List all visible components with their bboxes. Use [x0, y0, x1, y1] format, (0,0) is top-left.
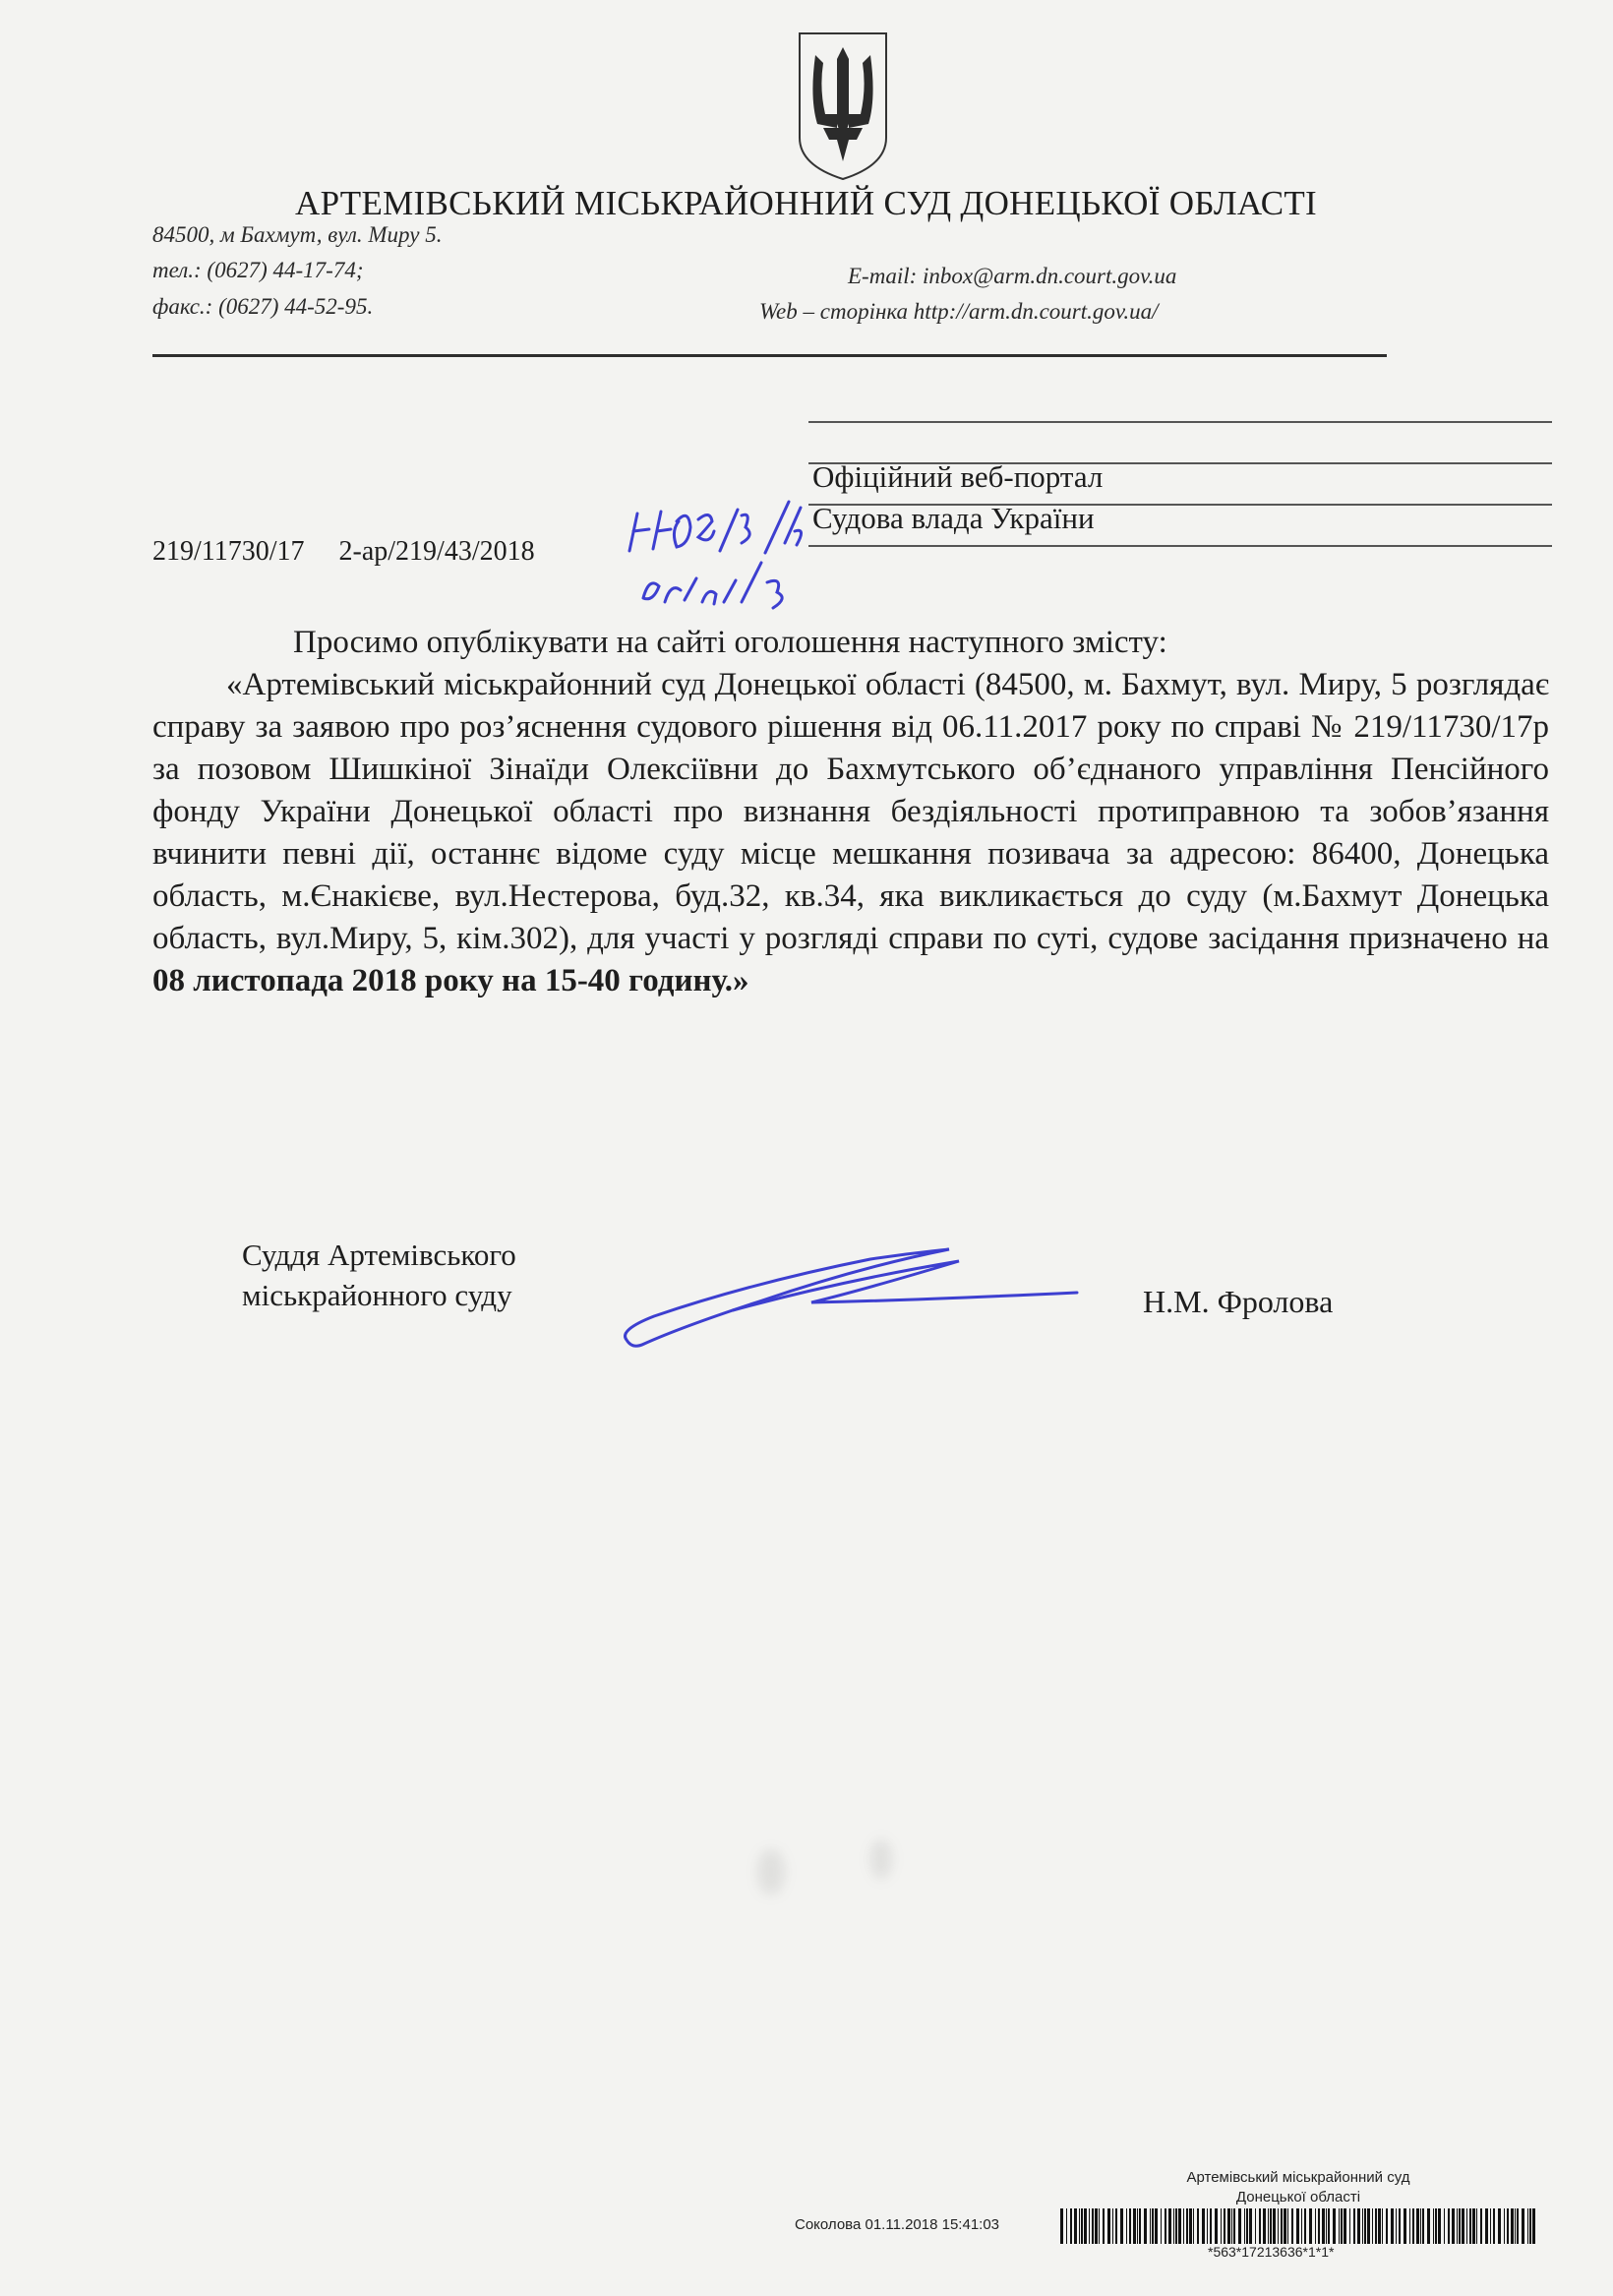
barcode-bar: [1120, 2208, 1123, 2244]
handwritten-registration-note: [620, 492, 816, 620]
barcode-bar: [1165, 2208, 1166, 2244]
barcode-bar: [1270, 2208, 1272, 2244]
court-website: Web – сторінка http://arm.dn.court.gov.ua/: [759, 299, 1159, 324]
addressee-line-2: Судова влада України: [812, 501, 1095, 535]
barcode-bar: [1309, 2208, 1312, 2244]
barcode-bar: [1462, 2208, 1464, 2244]
barcode-bar: [1357, 2208, 1360, 2244]
barcode-bar: [1107, 2208, 1110, 2244]
barcode-bar: [1081, 2208, 1083, 2244]
barcode-bar: [1326, 2208, 1327, 2244]
barcode-bar: [1273, 2208, 1276, 2244]
barcode-bar: [1444, 2208, 1445, 2244]
barcode-bar: [1183, 2208, 1184, 2244]
handwritten-signature: [615, 1241, 1087, 1355]
barcode-bar: [1126, 2208, 1127, 2244]
judge-title-line-1: Суддя Артемівського: [242, 1238, 516, 1272]
barcode-bar: [1139, 2208, 1141, 2244]
barcode-bar: [1367, 2208, 1370, 2244]
barcode-bar: [1129, 2208, 1131, 2244]
barcode-bar: [1339, 2208, 1340, 2244]
barcode-bar: [1304, 2208, 1306, 2244]
barcode-bar: [1349, 2208, 1350, 2244]
barcode-bar: [1259, 2208, 1261, 2244]
barcode-bar: [1133, 2208, 1136, 2244]
barcode-bar: [1476, 2208, 1477, 2244]
barcode-bar: [1412, 2208, 1414, 2244]
barcode-bar: [1504, 2208, 1505, 2244]
barcode-bar: [1095, 2208, 1098, 2244]
barcode-bar: [1066, 2208, 1067, 2244]
barcode-bar: [1210, 2208, 1212, 2244]
barcode-bar: [1532, 2208, 1535, 2244]
addressee-rule: [808, 545, 1552, 547]
barcode-bar: [1409, 2208, 1410, 2244]
judge-title-line-2: міськрайонного суду: [242, 1278, 512, 1312]
barcode-bar: [1137, 2208, 1138, 2244]
stamp-court-line-1: Артемівський міськрайонний суд: [1186, 2169, 1410, 2186]
barcode-bar: [1322, 2208, 1325, 2244]
barcode-bar: [1517, 2208, 1519, 2244]
barcode-bar: [1318, 2208, 1320, 2244]
barcode-bar: [1391, 2208, 1394, 2244]
barcode-bar: [1281, 2208, 1283, 2244]
barcode-bar: [1249, 2208, 1252, 2244]
barcode-bar: [1084, 2208, 1087, 2244]
barcode-bar: [1364, 2208, 1366, 2244]
barcode-bar: [1511, 2208, 1514, 2244]
barcode-bar: [1404, 2208, 1406, 2244]
barcode-bar: [1115, 2208, 1117, 2244]
barcode-bar: [1168, 2208, 1171, 2244]
court-fax: факс.: (0627) 44-52-95.: [152, 294, 374, 319]
case-numbers: 219/11730/17 2-ар/219/43/2018: [152, 536, 535, 567]
barcode-bar: [1074, 2208, 1077, 2244]
barcode-bar: [1333, 2208, 1336, 2244]
barcode-bar: [1173, 2208, 1174, 2244]
barcode-bar: [1263, 2208, 1266, 2244]
barcode-bar: [1238, 2208, 1241, 2244]
barcode-bar: [1193, 2208, 1194, 2244]
barcode-bar: [1378, 2208, 1381, 2244]
barcode-bar: [1070, 2208, 1072, 2244]
barcode-bar: [1457, 2208, 1458, 2244]
barcode-bar: [1315, 2208, 1316, 2244]
barcode-bar: [1344, 2208, 1346, 2244]
court-email: E-mail: inbox@arm.dn.court.gov.ua: [848, 264, 1177, 288]
barcode-bar: [1155, 2208, 1158, 2244]
barcode-bar: [1422, 2208, 1424, 2244]
barcode-bar: [1079, 2208, 1080, 2244]
barcode-bar: [1291, 2208, 1293, 2244]
barcode-bar: [1175, 2208, 1177, 2244]
barcode-bar: [1328, 2208, 1330, 2244]
hearing-date: 08 листопада 2018 року на 15-40 годину.»: [152, 963, 749, 998]
barcode-bar: [1341, 2208, 1343, 2244]
barcode-bar: [1060, 2208, 1063, 2244]
barcode-bar: [1150, 2208, 1151, 2244]
barcode-bar: [1416, 2208, 1419, 2244]
barcode-bar: [1507, 2208, 1509, 2244]
registration-stamp-registrar: Соколова 01.11.2018 15:41:03: [795, 2216, 1000, 2233]
barcode-bar: [1498, 2208, 1501, 2244]
barcode-bar: [1459, 2208, 1461, 2244]
barcode-bar: [1420, 2208, 1421, 2244]
barcode-bar: [1493, 2208, 1495, 2244]
barcode-bar: [1399, 2208, 1401, 2244]
barcode-bar: [1112, 2208, 1113, 2244]
barcode-bar: [1207, 2208, 1208, 2244]
header-divider: [152, 354, 1387, 357]
barcode-bar: [1244, 2208, 1245, 2244]
court-phone: тел.: (0627) 44-17-74;: [152, 258, 364, 282]
barcode-bar: [1438, 2208, 1441, 2244]
stamp-court-line-2: Донецької області: [1235, 2189, 1361, 2205]
barcode-bar: [1448, 2208, 1450, 2244]
barcode-bar: [1284, 2208, 1286, 2244]
barcode-bar: [1435, 2208, 1437, 2244]
barcode-bar: [1433, 2208, 1434, 2244]
addressee-rule: [808, 421, 1552, 423]
registration-barcode: [1060, 2208, 1542, 2244]
barcode-bar: [1466, 2208, 1467, 2244]
barcode-bar: [1527, 2208, 1528, 2244]
barcode-bar: [1224, 2208, 1225, 2244]
trident-emblem-icon: [794, 30, 892, 182]
barcode-bar: [1161, 2208, 1162, 2244]
barcode-bar: [1152, 2208, 1154, 2244]
barcode-bar: [1515, 2208, 1516, 2244]
barcode-bar: [1485, 2208, 1488, 2244]
paper-smudge: [757, 1849, 785, 1895]
barcode-bar: [1231, 2208, 1232, 2244]
court-address: 84500, м Бахмут, вул. Миру 5.: [152, 222, 443, 247]
barcode-bar: [1099, 2208, 1100, 2244]
barcode-bar: [1189, 2208, 1192, 2244]
barcode-bar: [1472, 2208, 1475, 2244]
barcode-bar: [1396, 2208, 1397, 2244]
barcode-bar: [1246, 2208, 1248, 2244]
announcement-main: «Артемівський міськрайонний суд Донецької області (84500, м. Бахмут, вул. Миру, 5 розглядає справу за заявою про роз’яснення судового рішення від 06.11.2017 року по справі № 219/11730/17р за позовом Шишкіної Зінаїди Олексіївни до Бахмутського об’єднаного управління Пенсійного фонду України Донецької області про визнання бездіяльності протиправною та зобов’язання вчинити певні дії, останнє відоме суду місце мешкання позивача за адресою: 86400, Донецька область, м.Єнакієве, вул.Нестерова, буд.32, кв.34, яка викликається до суду (м.Бахмут Донецька область, вул.Миру, 5, кім.302), для участі у розгляді справи по суті, судове засідання призначено на: [152, 667, 1549, 956]
paper-smudge: [870, 1840, 892, 1879]
court-name-heading: АРТЕМІВСЬКИЙ МІСЬКРАЙОННИЙ СУД ДОНЕЦЬКОЇ ОБЛАСТІ: [295, 184, 1318, 222]
barcode-bar: [1197, 2208, 1199, 2244]
barcode-bar: [1382, 2208, 1383, 2244]
barcode-bar: [1227, 2208, 1230, 2244]
addressee-line-1: Офіційний веб-портал: [812, 459, 1104, 494]
judge-name: Н.М. Фролова: [1143, 1284, 1334, 1319]
barcode-bar: [1490, 2208, 1491, 2244]
barcode-bar: [1268, 2208, 1269, 2244]
request-intro: Просимо опублікувати на сайті оголошення наступного змісту:: [293, 625, 1167, 660]
barcode-bar: [1178, 2208, 1181, 2244]
barcode-bar: [1144, 2208, 1147, 2244]
barcode-bar: [1480, 2208, 1482, 2244]
announcement-text: [152, 664, 1549, 1002]
barcode-bar: [1221, 2208, 1222, 2244]
barcode-number: *563*17213636*1*1*: [1208, 2244, 1335, 2260]
barcode-bar: [1202, 2208, 1205, 2244]
barcode-bar: [1362, 2208, 1363, 2244]
barcode-bar: [1233, 2208, 1235, 2244]
registration-stamp-court: [1141, 2168, 1456, 2207]
barcode-bar: [1103, 2208, 1105, 2244]
barcode-bar: [1215, 2208, 1218, 2244]
barcode-bar: [1353, 2208, 1355, 2244]
barcode-bar: [1278, 2208, 1279, 2244]
barcode-bar: [1452, 2208, 1455, 2244]
barcode-bar: [1287, 2208, 1288, 2244]
barcode-bar: [1386, 2208, 1388, 2244]
barcode-bar: [1296, 2208, 1299, 2244]
barcode-bar: [1469, 2208, 1471, 2244]
letter-body: [152, 622, 1549, 1002]
barcode-bar: [1092, 2208, 1094, 2244]
barcode-bar: [1301, 2208, 1302, 2244]
barcode-bar: [1089, 2208, 1090, 2244]
barcode-bar: [1186, 2208, 1188, 2244]
barcode-bar: [1522, 2208, 1524, 2244]
barcode-bar: [1372, 2208, 1373, 2244]
signature-label: [242, 1235, 516, 1315]
barcode-bar: [1375, 2208, 1377, 2244]
barcode-bar: [1427, 2208, 1430, 2244]
barcode-bar: [1255, 2208, 1256, 2244]
barcode-bar: [1529, 2208, 1531, 2244]
